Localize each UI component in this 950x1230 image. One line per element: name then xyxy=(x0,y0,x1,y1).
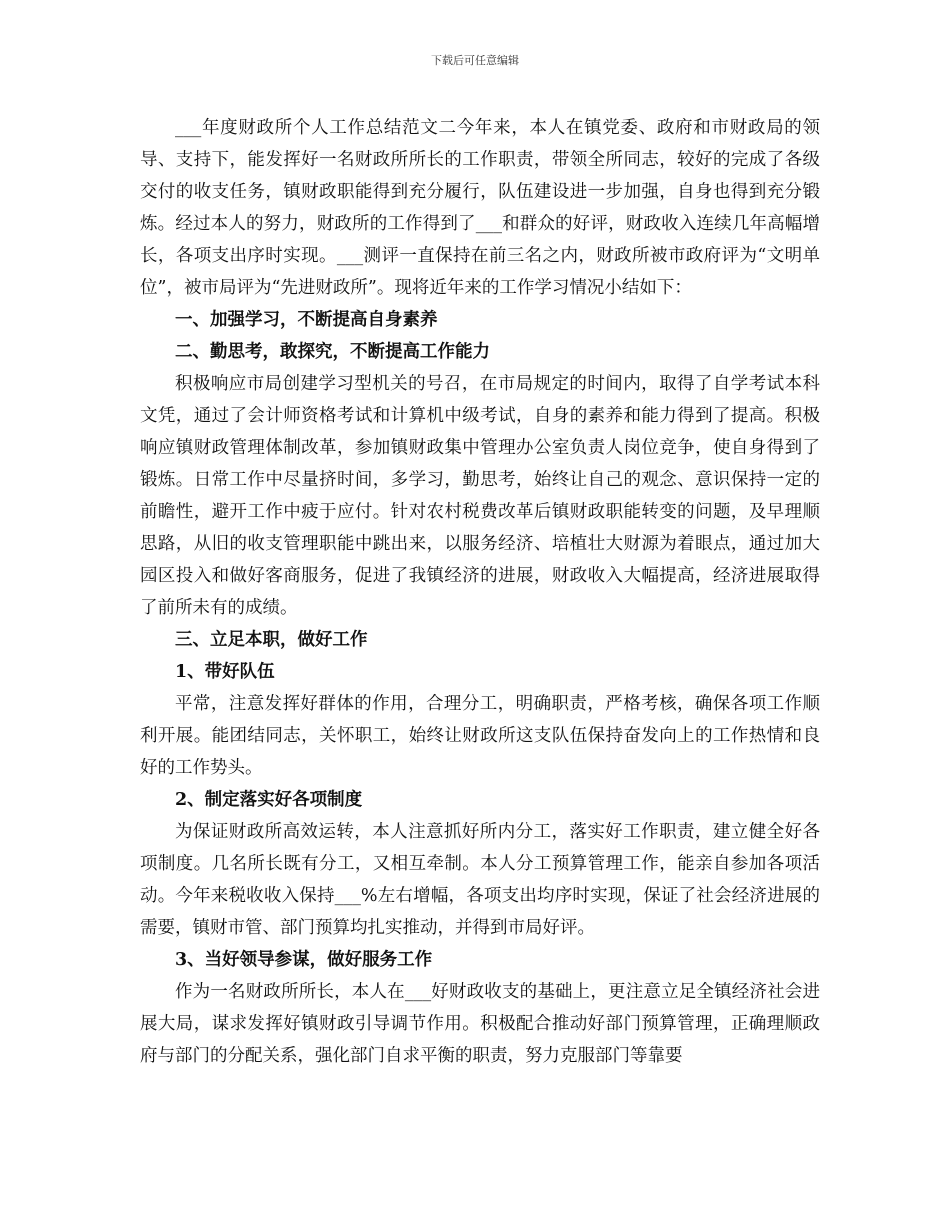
page-header-note: 下载后可任意编辑 xyxy=(431,54,519,67)
body-paragraph: 积极响应市局创建学习型机关的号召，在市局规定的时间内，取得了自学考试本科文凭，通过了会计师资格考试和计算机中级考试，自身的素养和能力得到了提高。积极响应镇财政管理体制改革，参加镇财政集中管理办公室负责人岗位竞争，使自身得到了锻炼。日常工作中尽量挤时间，多学习，勤思考，始终让自己的观念、意识保持一定的前瞻性，避开工作中疲于应付。针对农村税费改革后镇财政职能转变的问题，及早理顺思路，从旧的收支管理职能中跳出来，以服务经济、培植壮大财源为着眼点，通过加大园区投入和做好客商服务，促进了我镇经济的进展，财政收入大幅提高，经济进展取得了前所未有的成绩。 xyxy=(140,374,820,618)
intro-paragraph: ___年度财政所个人工作总结范文二今年来，本人在镇党委、政府和市财政局的领导、支持下，能发挥好一名财政所所长的工作职责，带领全所同志，较好的完成了各级交付的收支任务，镇财政职能得到充分履行，队伍建设进一步加强，自身也得到充分锻炼。经过本人的努力，财政所的工作得到了___和群众的好评，财政收入连续几年高幅增长，各项支出序时实现。___测评一直保持在前三名之内，财政所被市政府评为“文明单位”，被市局评为“先进财政所”。现将近年来的工作学习情况小结如下： xyxy=(140,118,820,298)
subsection-heading-3: 3、当好领导参谋，做好服务工作 xyxy=(175,950,433,970)
subsection-heading-2: 2、制定落实好各项制度 xyxy=(175,790,363,810)
body-paragraph: 为保证财政所高效运转，本人注意抓好所内分工，落实好工作职责，建立健全好各项制度。几名所长既有分工，又相互牵制。本人分工预算管理工作，能亲自参加各项活动。今年来税收收入保持___%左右增幅，各项支出均序时实现，保证了社会经济进展的需要，镇财市管、部门预算均扎实推动，并得到市局好评。 xyxy=(140,822,820,938)
body-paragraph: 平常，注意发挥好群体的作用，合理分工，明确职责，严格考核，确保各项工作顺利开展。能团结同志，关怀职工，始终让财政所这支队伍保持奋发向上的工作热情和良好的工作势头。 xyxy=(140,694,820,778)
section-heading-1: 一、加强学习，不断提高自身素养 xyxy=(175,310,438,330)
subsection-heading-1: 1、带好队伍 xyxy=(175,662,275,682)
section-heading-3: 三、立足本职，做好工作 xyxy=(175,630,368,650)
section-heading-2: 二、勤思考，敢探究，不断提高工作能力 xyxy=(175,342,490,362)
document-body xyxy=(140,112,820,1072)
body-paragraph: 作为一名财政所所长，本人在___好财政收支的基础上，更注意立足全镇经济社会进展大局，谋求发挥好镇财政引导调节作用。积极配合推动好部门预算管理，正确理顺政府与部门的分配关系，强化部门自求平衡的职责，努力克服部门等靠要 xyxy=(140,982,820,1066)
